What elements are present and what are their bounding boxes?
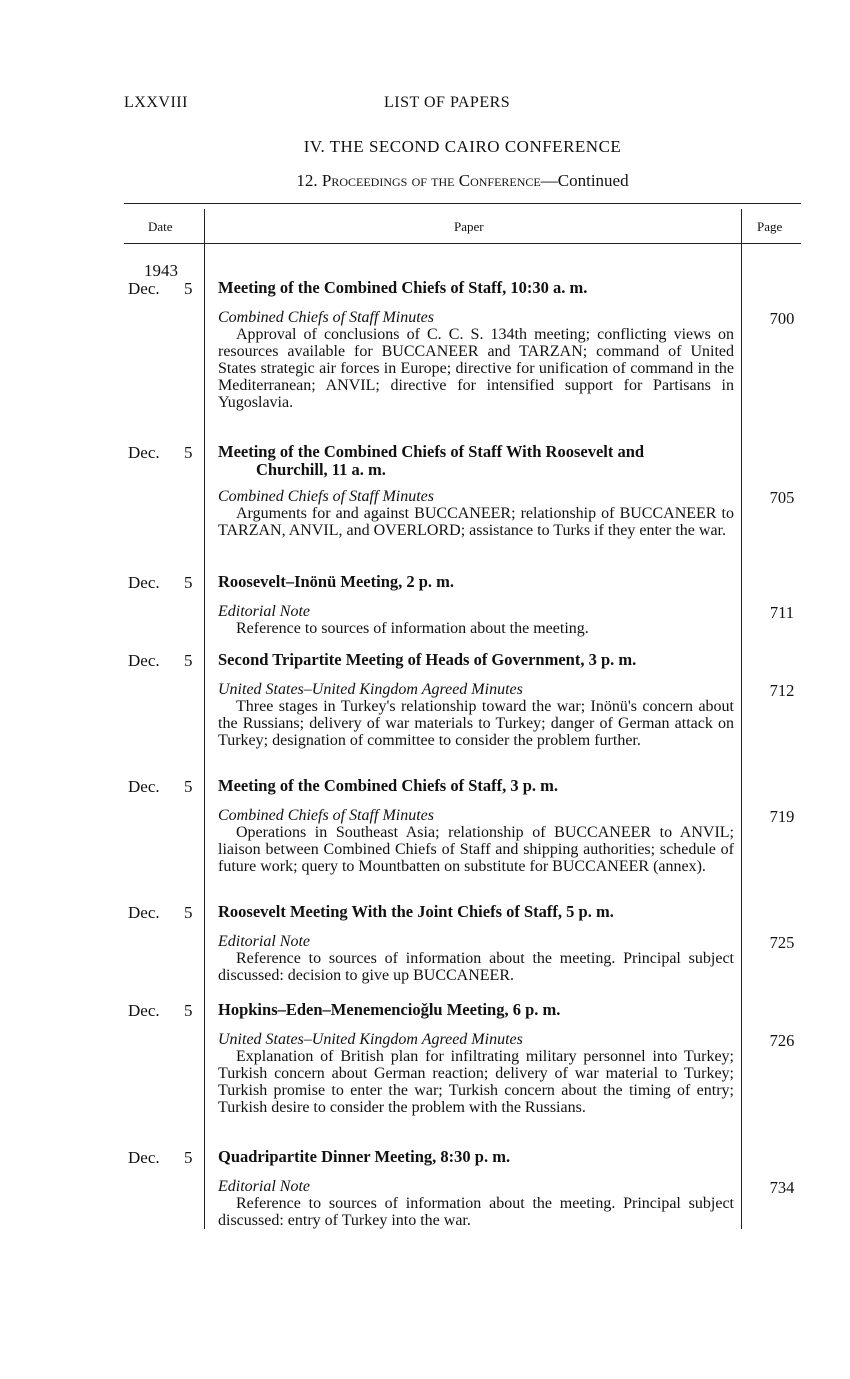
- entry-title-text: Meeting of the Combined Chiefs of Staff, 3 p. m.: [218, 776, 559, 795]
- column-divider-left: [204, 209, 205, 1229]
- entry-page: 705: [769, 488, 795, 507]
- entry-title-text: Roosevelt Meeting With the Joint Chiefs of Staff, 5 p. m.: [218, 902, 614, 921]
- entry-page: 712: [769, 681, 795, 700]
- column-divider-right: [741, 209, 742, 1229]
- entry-month: Dec.: [128, 1001, 160, 1020]
- papers-table: [124, 203, 801, 1229]
- section-suffix: —Continued: [540, 171, 629, 190]
- entry-month: Dec.: [128, 903, 160, 922]
- entry-title: [218, 903, 736, 921]
- entry-title: [218, 1001, 736, 1019]
- entry-title-text: Roosevelt–Inönü Meeting, 2 p. m.: [218, 572, 455, 591]
- entry-day: 5: [184, 777, 193, 796]
- entry-description: Operations in Southeast Asia; relationship of BUCCANEER to ANVIL; liaison between Combined Chiefs of Staff and shipping authorities; schedule of future work; query to Mountbatten on substitute for BUCCANEER (annex).: [218, 824, 734, 875]
- entry-month: Dec.: [128, 1148, 160, 1167]
- page-number: LXXVIII: [124, 94, 188, 111]
- entry-title-text: Second Tripartite Meeting of Heads of Government, 3 p. m.: [218, 650, 637, 669]
- entry-day: 5: [184, 573, 193, 592]
- entry-page: 726: [769, 1031, 795, 1050]
- entry-title: [218, 573, 736, 591]
- entry-source: Editorial Note: [218, 933, 310, 950]
- entry-page: 725: [769, 933, 795, 952]
- entry-page: 700: [769, 309, 795, 328]
- entry-page: 734: [769, 1178, 795, 1197]
- entry-day: 5: [184, 1001, 193, 1020]
- entry-month: Dec.: [128, 573, 160, 592]
- entry-title-text: Meeting of the Combined Chiefs of Staff, 10:30 a. m.: [218, 278, 588, 297]
- entry-description: Three stages in Turkey's relationship toward the war; Inönü's concern about the Russians; delivery of war materials to Turkey; danger of German attack on Turkey; designation of committee to consider the problem further.: [218, 698, 734, 749]
- entry-title: [218, 279, 736, 297]
- entry-day: 5: [184, 1148, 193, 1167]
- entry-day: 5: [184, 279, 193, 298]
- entry-title: [218, 1148, 736, 1166]
- running-head: LIST OF PAPERS: [384, 94, 511, 111]
- entry-description: Explanation of British plan for infiltrating military personnel into Turkey; Turkish concern about German reaction; delivery of war material to Turkey; Turkish promise to enter the war; Turkish concern about the timing of entry; Turkish desire to consider the problem with the Russians.: [218, 1048, 734, 1116]
- entry-source: Combined Chiefs of Staff Minutes: [218, 488, 434, 505]
- entry-month: Dec.: [128, 443, 160, 462]
- entry-source: United States–United Kingdom Agreed Minutes: [218, 1031, 523, 1048]
- entry-title-text: Meeting of the Combined Chiefs of Staff With Roosevelt and: [218, 442, 645, 461]
- entry-title: [218, 651, 736, 669]
- entry-source: Editorial Note: [218, 1178, 310, 1195]
- entry-day: 5: [184, 443, 193, 462]
- entry-title-text: Hopkins–Eden–Menemencioǧlu Meeting, 6 p. m.: [218, 1000, 561, 1019]
- section-name: Proceedings of the Conference: [321, 171, 541, 190]
- entry-description: Reference to sources of information about the meeting. Principal subject discussed: entry of Turkey into the war.: [218, 1195, 734, 1229]
- entry-source: Combined Chiefs of Staff Minutes: [218, 309, 434, 326]
- column-header-date: Date: [148, 219, 173, 234]
- entry-month: Dec.: [128, 651, 160, 670]
- entry-day: 5: [184, 651, 193, 670]
- entry-source: Editorial Note: [218, 603, 310, 620]
- entry-description: Reference to sources of information about the meeting.: [236, 620, 589, 637]
- entry-month: Dec.: [128, 279, 160, 298]
- entry-title: [218, 443, 736, 479]
- part-title: IV. THE SECOND CAIRO CONFERENCE: [303, 137, 622, 156]
- entry-description: Approval of conclusions of C. C. S. 134th meeting; conflicting views on resources available for BUCCANEER and TARZAN; command of United States strategic air forces in Europe; directive for unification of command in the Mediterranean; ANVIL; directive for intensified support for Partisans in Yugoslavia.: [218, 326, 734, 411]
- entry-source: Combined Chiefs of Staff Minutes: [218, 807, 434, 824]
- year-label: 1943: [144, 261, 178, 280]
- entry-month: Dec.: [128, 777, 160, 796]
- table-header-rule: [124, 243, 801, 244]
- section-number: 12.: [296, 171, 318, 190]
- entry-day: 5: [184, 903, 193, 922]
- entry-title-continuation: Churchill, 11 a. m.: [256, 460, 386, 479]
- entry-page: 711: [769, 603, 795, 622]
- column-header-paper: Paper: [454, 219, 484, 234]
- table-top-rule: [124, 203, 801, 204]
- entry-title-text: Quadripartite Dinner Meeting, 8:30 p. m.: [218, 1147, 511, 1166]
- entry-title: [218, 777, 736, 795]
- section-title: [0, 171, 850, 191]
- entry-source: United States–United Kingdom Agreed Minutes: [218, 681, 523, 698]
- entry-description: Arguments for and against BUCCANEER; relationship of BUCCANEER to TARZAN, ANVIL, and OVERLORD; assistance to Turks if they enter the war.: [218, 505, 734, 539]
- entry-page: 719: [769, 807, 795, 826]
- column-header-page: Page: [757, 219, 783, 234]
- entry-description: Reference to sources of information about the meeting. Principal subject discussed: decision to give up BUCCANEER.: [218, 950, 734, 984]
